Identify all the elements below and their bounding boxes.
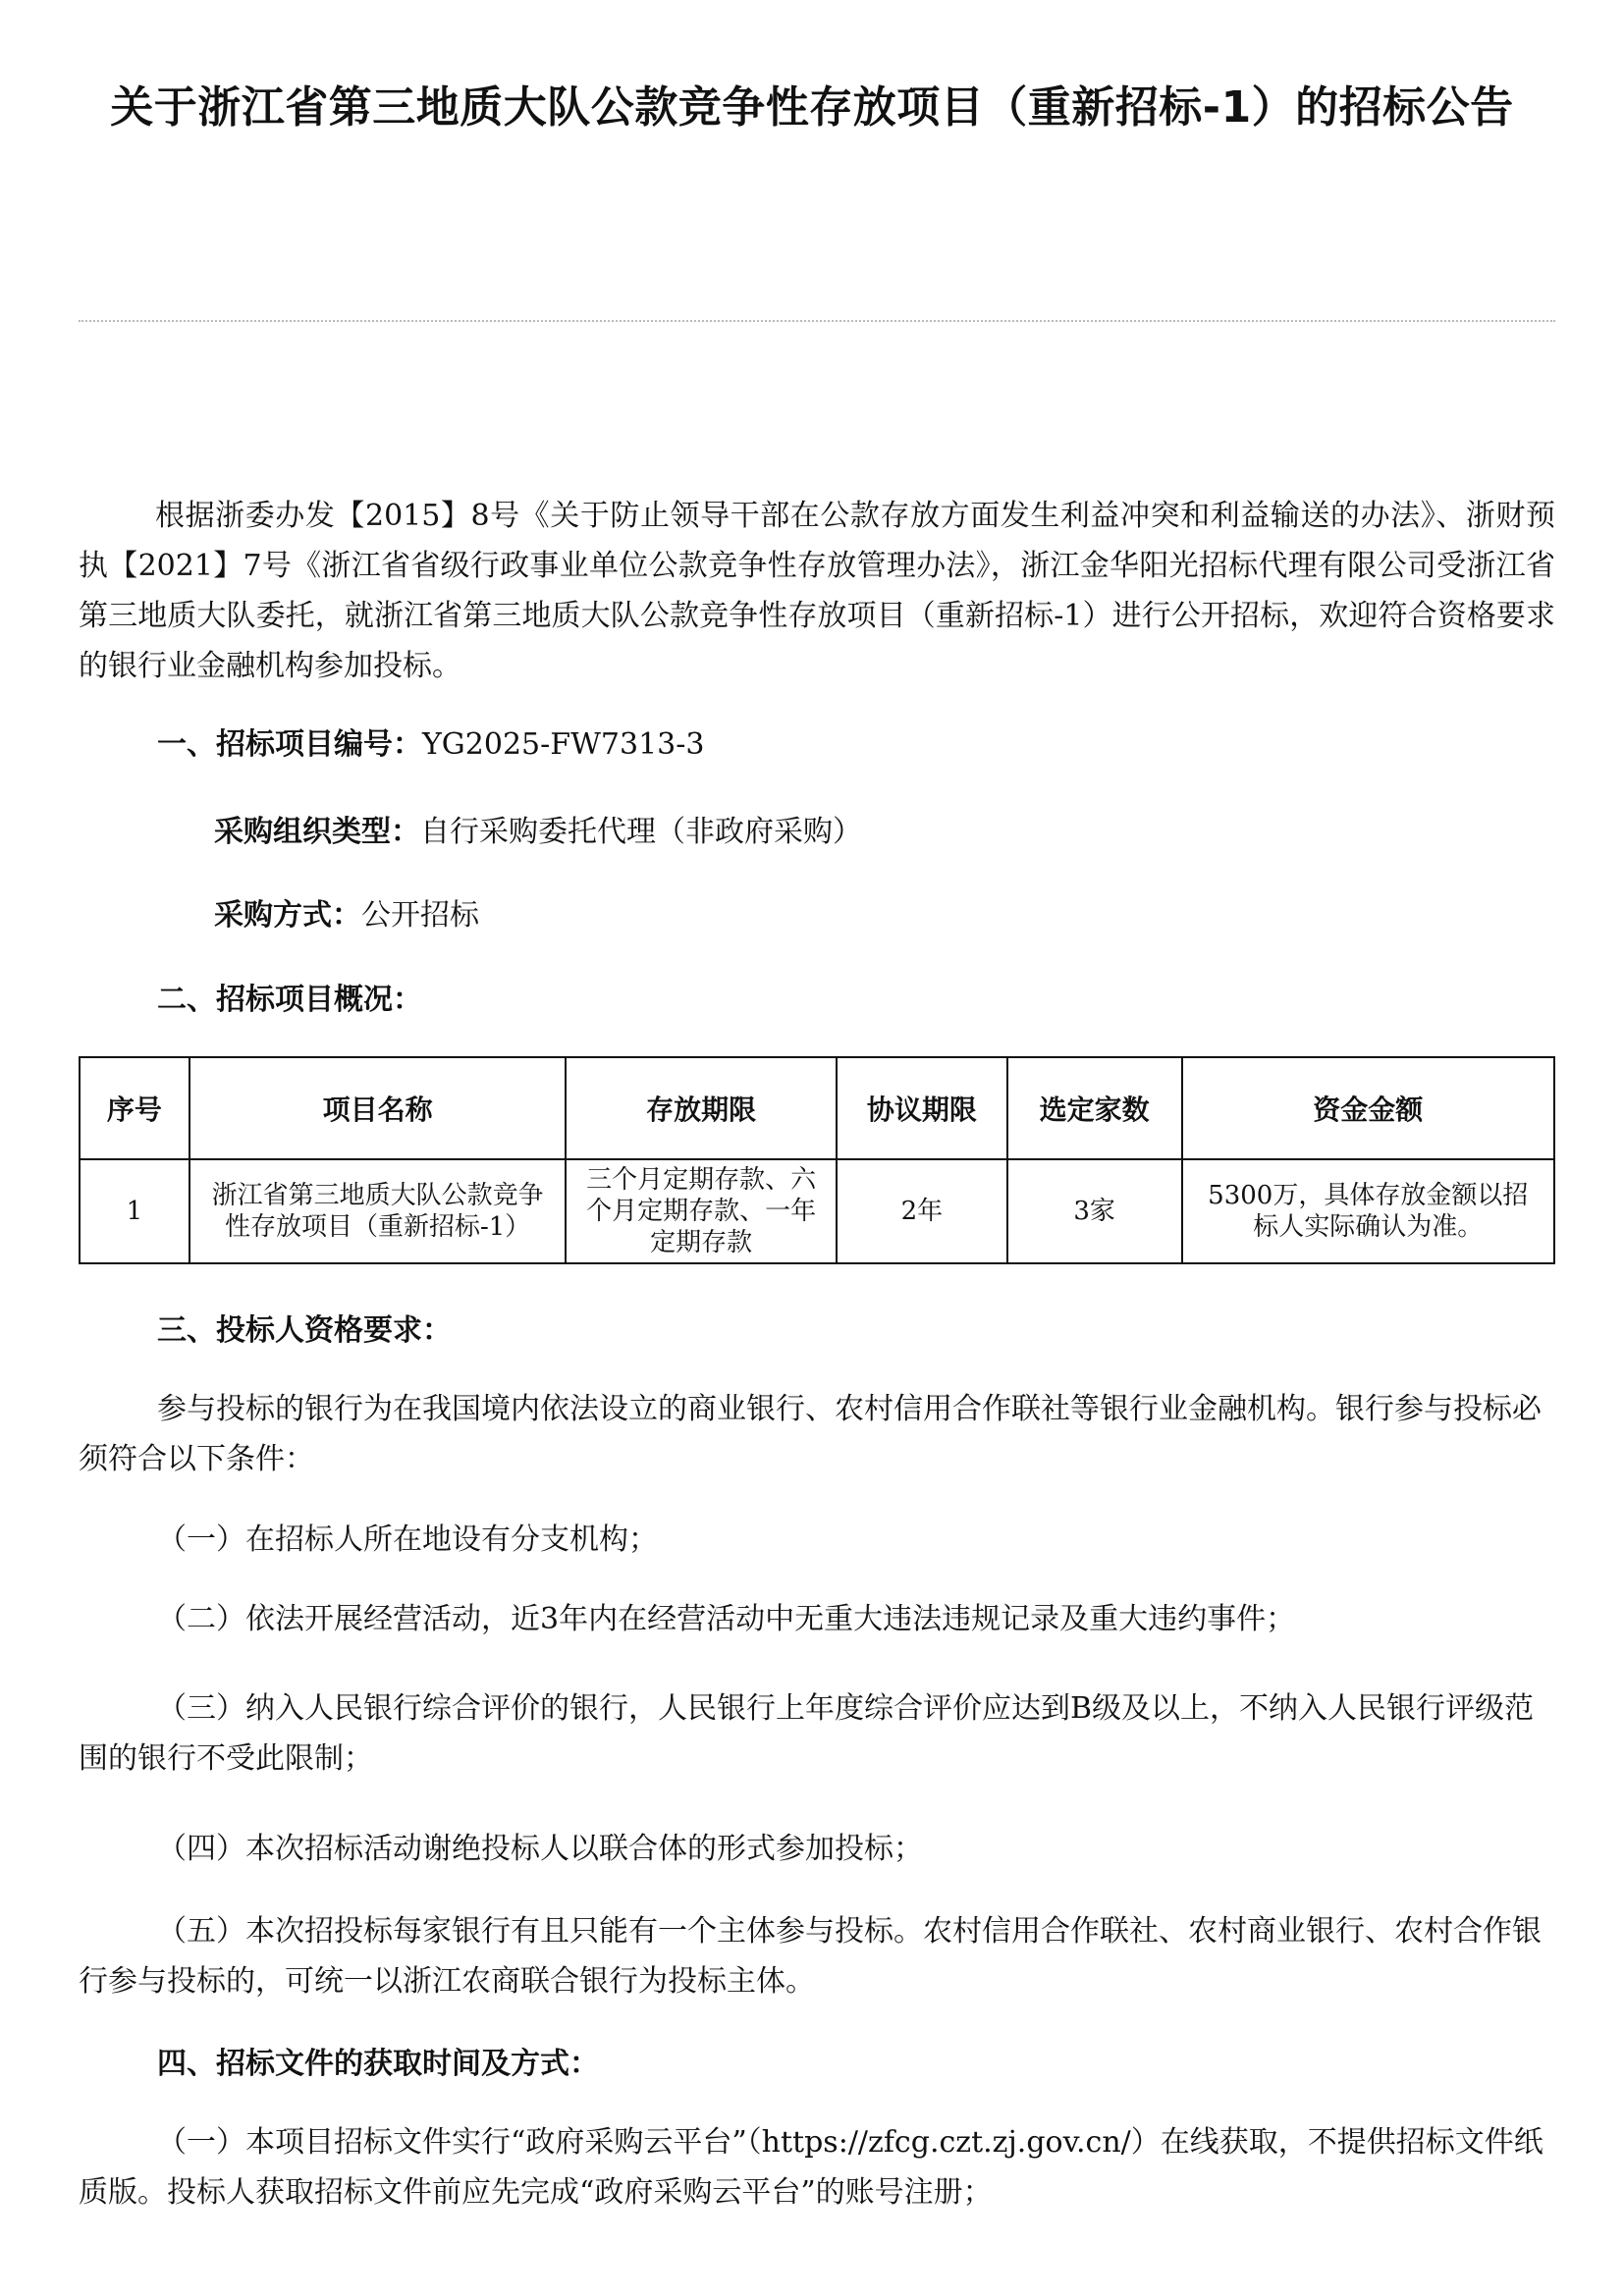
section-2-label: 二、招标项目概况： (157, 983, 422, 1017)
cell-project-name: 浙江省第三地质大队公款竞争性存放项目（重新招标-1） (189, 1159, 566, 1263)
table-row (80, 1159, 1554, 1263)
org-type-line (214, 807, 862, 857)
requirement-item: （四）本次招标活动谢绝投标人以联合体的形式参加投标； (157, 1832, 923, 1866)
requirement-item: （三）纳入人民银行综合评价的银行，人民银行上年度综合评价应达到B级及以上，不纳入人民银行评级范围的银行不受此限制； (79, 1691, 1535, 1776)
method-line (214, 890, 479, 940)
method-value: 公开招标 (361, 898, 479, 933)
cell-selected-count: 3家 (1007, 1159, 1182, 1263)
org-type-value: 自行采购委托代理（非政府采购） (420, 815, 862, 849)
page-title: 关于浙江省第三地质大队公款竞争性存放项目（重新招标-1）的招标公告 (110, 82, 1514, 133)
section-3-label: 三、投标人资格要求： (157, 1313, 452, 1348)
project-table (79, 1056, 1555, 1264)
acquisition-item: （一）本项目招标文件实行“政府采购云平台”（https://zfcg.czt.zj.gov.cn/）在线获取，不提供招标文件纸质版。投标人获取招标文件前应先完成“政府采购云平台”的账号注册； (79, 2125, 1543, 2210)
cell-agreement-term: 2年 (837, 1159, 1007, 1263)
cell-index: 1 (80, 1159, 189, 1263)
cell-amount: 5300万，具体存放金额以招标人实际确认为准。 (1182, 1159, 1555, 1263)
cell-deposit-term: 三个月定期存款、六个月定期存款、一年定期存款 (566, 1159, 837, 1263)
section-4-label: 四、招标文件的获取时间及方式： (157, 2047, 599, 2081)
header-project-name: 项目名称 (189, 1057, 566, 1159)
section-3-intro: 参与投标的银行为在我国境内依法设立的商业银行、农村信用合作联社等银行业金融机构。银行参与投标必须符合以下条件： (79, 1392, 1542, 1476)
requirement-item: （五）本次招投标每家银行有且只能有一个主体参与投标。农村信用合作联社、农村商业银行、农村合作银行参与投标的，可统一以浙江农商联合银行为投标主体。 (79, 1914, 1542, 1999)
header-deposit-term: 存放期限 (566, 1057, 837, 1159)
header-amount: 资金金额 (1182, 1057, 1555, 1159)
intro-paragraph: 根据浙委办发【2015】8号《关于防止领导干部在公款存放方面发生利益冲突和利益输送的办法》、浙财预执【2021】7号《浙江省省级行政事业单位公款竞争性存放管理办法》，浙江金华阳光招标代理有限公司受浙江省第三地质大队委托，就浙江省第三地质大队公款竞争性存放项目（重新招标-1）进行公开招标，欢迎符合资格要求的银行业金融机构参加投标。 (79, 499, 1555, 683)
requirement-item: （二）依法开展经营活动，近3年内在经营活动中无重大违法违规记录及重大违约事件； (157, 1602, 1296, 1636)
section-1-label: 一、招标项目编号： (157, 727, 422, 762)
org-type-label: 采购组织类型： (214, 815, 420, 849)
table-header-row (80, 1057, 1554, 1159)
requirement-item: （一）在招标人所在地设有分支机构； (157, 1522, 658, 1557)
header-agreement-term: 协议期限 (837, 1057, 1007, 1159)
section-1-line (157, 720, 704, 770)
header-selected-count: 选定家数 (1007, 1057, 1182, 1159)
header-index: 序号 (80, 1057, 189, 1159)
project-number: YG2025-FW7313-3 (422, 727, 705, 762)
divider (79, 320, 1555, 322)
method-label: 采购方式： (214, 898, 361, 933)
